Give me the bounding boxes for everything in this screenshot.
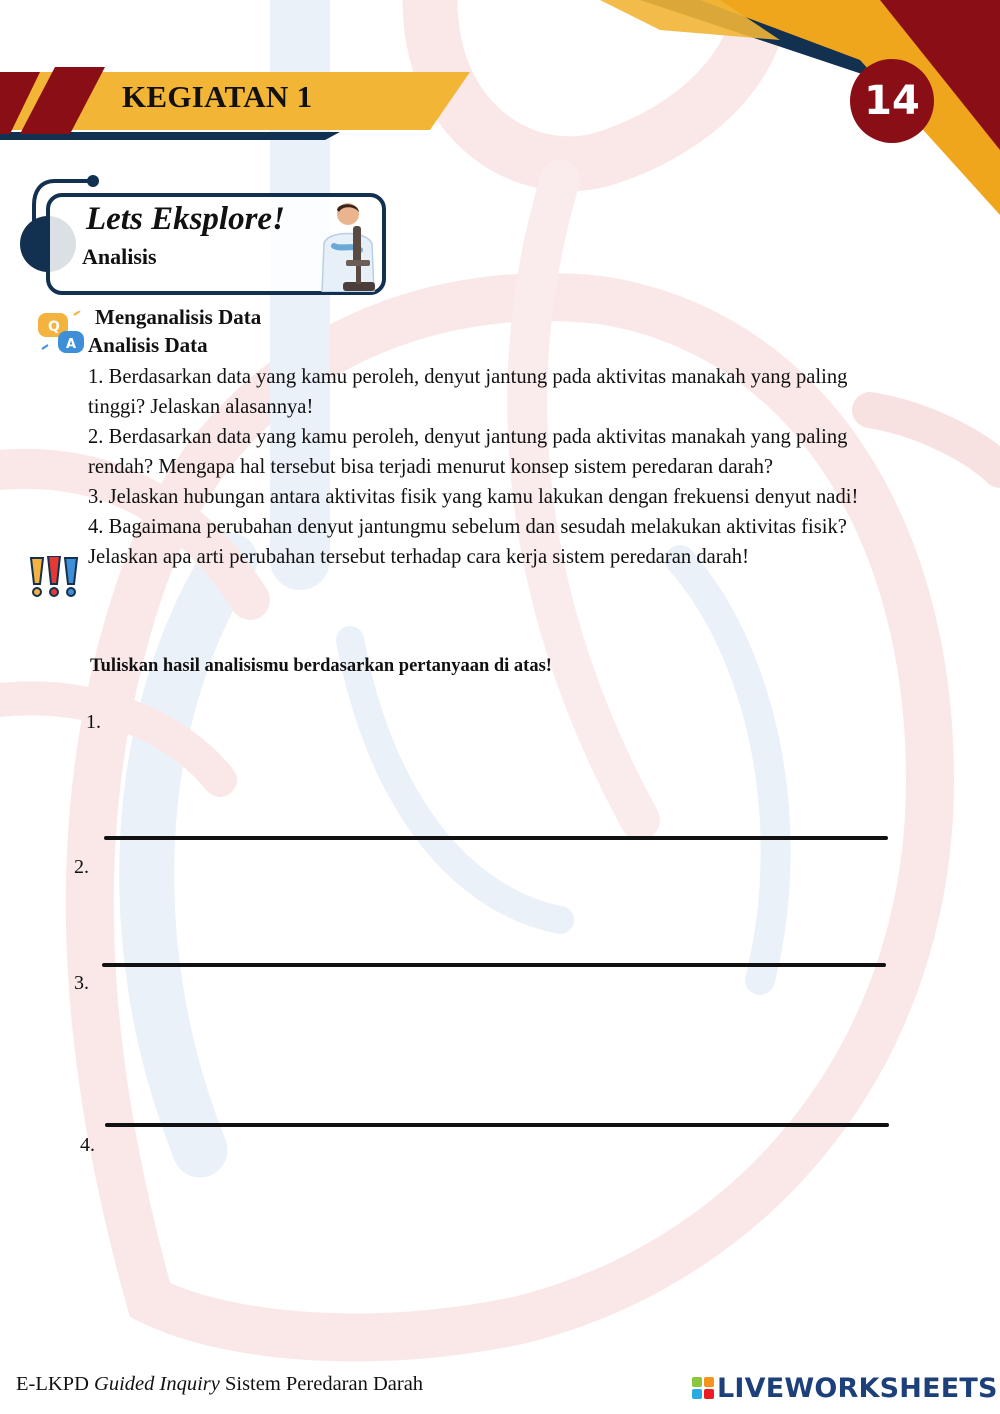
explore-card-subtitle: Analisis — [82, 244, 157, 269]
svg-text:Q: Q — [48, 319, 60, 335]
section-subheading: Analisis Data — [88, 333, 208, 357]
section-heading: Menganalisis Data — [95, 305, 262, 329]
question-item: 2. Berdasarkan data yang kamu peroleh, denyut jantung pada aktivitas manakah yang paling rendah? Mengapa hal tersebut bisa terjadi menurut konsep sistem peredaran darah? — [88, 426, 848, 478]
answer-line-2[interactable] — [102, 963, 886, 967]
liveworksheets-logo-icon — [692, 1377, 714, 1399]
question-item: 4. Bagaimana perubahan denyut jantungmu sebelum dan sesudah melakukan aktivitas fisik? Jelaskan apa arti perubahan tersebut terhadap cara kerja sistem peredaran darah! — [88, 516, 847, 568]
liveworksheets-brand[interactable]: LIVEWORKSHEETS — [717, 1373, 998, 1404]
footer-caption — [16, 1373, 423, 1396]
svg-text:A: A — [66, 337, 77, 352]
footer-suffix: Sistem Peredaran Darah — [219, 1373, 424, 1395]
activity-title: KEGIATAN 1 — [122, 79, 313, 114]
answer-number-2: 2. — [74, 856, 89, 878]
footer-italic: Guided Inquiry — [94, 1373, 220, 1395]
answer-line-1[interactable] — [104, 836, 888, 840]
instruction-text: Tuliskan hasil analisismu berdasarkan pertanyaan di atas! — [90, 656, 552, 676]
footer-prefix: E-LKPD — [16, 1373, 95, 1395]
qa-chat-icon — [38, 311, 86, 357]
exclamation-icon — [28, 556, 80, 600]
explore-card-title: Lets Eksplore! — [86, 201, 285, 237]
answer-number-3: 3. — [74, 972, 89, 994]
question-item: 1. Berdasarkan data yang kamu peroleh, denyut jantung pada aktivitas manakah yang paling tinggi? Jelaskan alasannya! — [88, 366, 848, 418]
scientist-microscope-icon — [312, 200, 382, 292]
question-item: 3. Jelaskan hubungan antara aktivitas fisik yang kamu lakukan dengan frekuensi denyut nadi! — [88, 486, 859, 508]
page-number-badge: 14 — [850, 59, 934, 143]
answer-number-4: 4. — [80, 1134, 95, 1156]
answer-number-1: 1. — [86, 711, 101, 733]
question-list — [88, 362, 908, 572]
answer-line-3[interactable] — [105, 1123, 889, 1127]
